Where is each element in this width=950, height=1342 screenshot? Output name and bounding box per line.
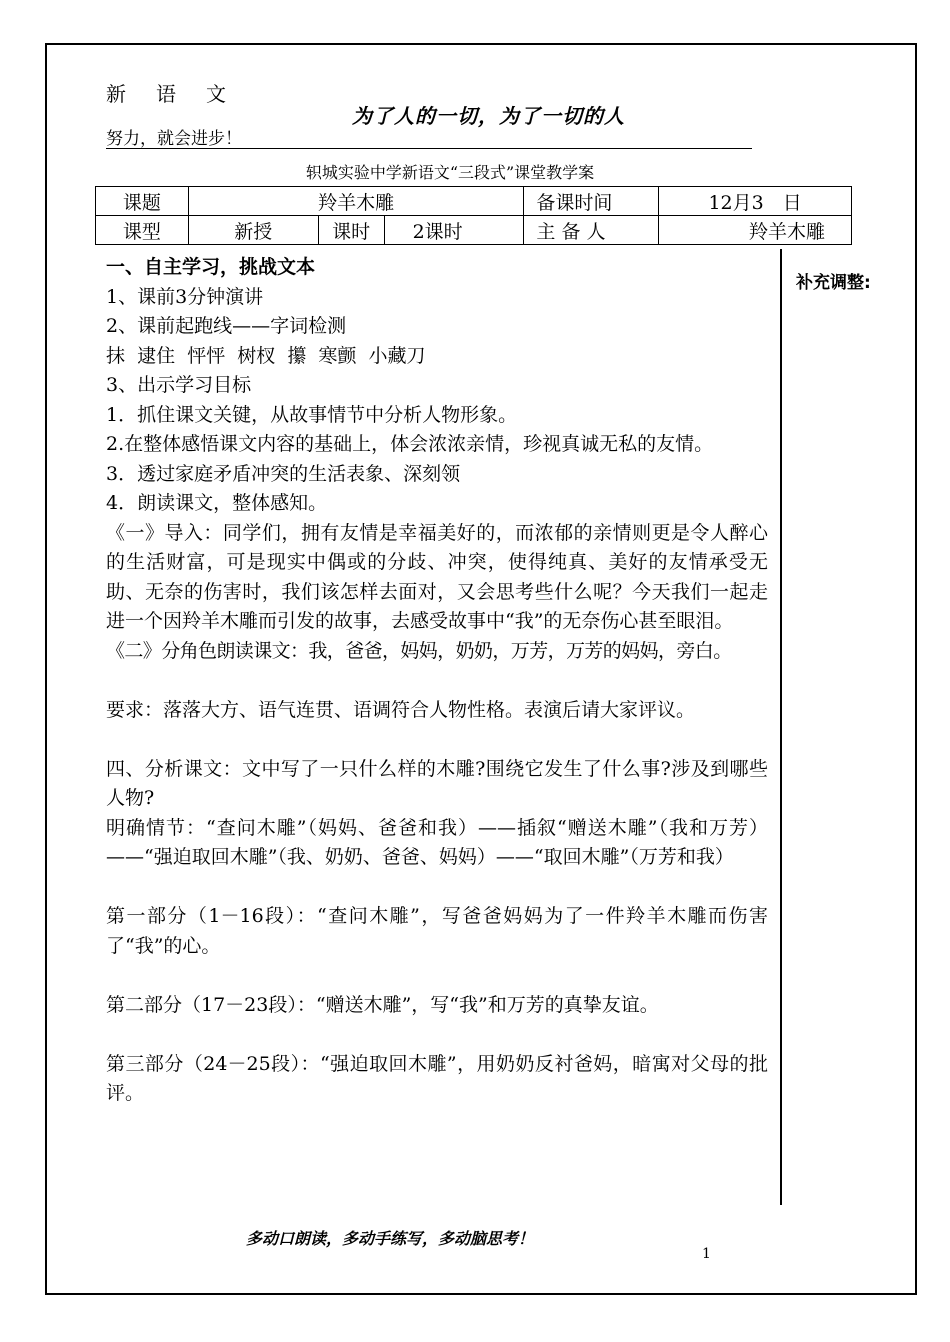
part-paragraph: 第一部分（1－16段）：“查问木雕”，写爸爸妈妈为了一件羚羊木雕而伤害了“我”的心。 [106, 905, 768, 957]
vocab-list: 抹 逮住 怦怦 树杈 攥 寒颤 小藏刀 [106, 344, 426, 367]
page-number: 1 [702, 1246, 711, 1262]
goal-item: 3．透过家庭矛盾冲突的生活表象、深刻领 [106, 462, 461, 485]
table-row [96, 216, 852, 245]
goal-item: 2.在整体感悟课文内容的基础上，体会浓浓亲情，珍视真诚无私的友情。 [106, 433, 714, 455]
period-value: 2课时 [384, 216, 524, 245]
list-item: 1、课前3分钟演讲 [106, 285, 264, 308]
lesson-content [106, 253, 768, 1109]
plot-paragraph: 明确情节：“查问木雕”（妈妈、爸爸和我）——插叙“赠送木雕”（我和万芳）——“强迫取回木雕”（我、奶奶、爸爸、妈妈）——“取回木雕”（万芳和我） [106, 816, 768, 868]
type-label: 课型 [96, 216, 189, 245]
topic-value: 羚羊木雕 [188, 187, 524, 216]
period-label: 课时 [318, 216, 384, 245]
sidebar-divider [780, 249, 782, 1205]
prep-time-label: 备课时间 [524, 187, 659, 216]
sidebar-label: 补充调整: [796, 273, 871, 293]
requirement-paragraph: 要求：落落大方、语气连贯、语调符合人物性格。表演后请大家评议。 [106, 698, 696, 721]
part-paragraph: 第二部分（17－23段）：“赠送木雕”，写“我”和万芳的真挚友谊。 [106, 993, 659, 1016]
lesson-info-table [95, 186, 852, 245]
preparer-label: 主 备 人 [524, 216, 659, 245]
table-row [96, 187, 852, 216]
header-divider [106, 148, 752, 149]
brand-title: 新语文 [106, 82, 256, 106]
topic-label: 课题 [96, 187, 189, 216]
part-paragraph: 第三部分（24－25段）：“强迫取回木雕”，用奶奶反衬爸妈，暗寓对父母的批评。 [106, 1052, 768, 1104]
type-value: 新授 [188, 216, 318, 245]
intro-paragraph: 《一》导入：同学们，拥有友情是幸福美好的，而浓郁的亲情则更是令人醉心的生活财富，可是现实中偶或的分歧、冲突，使得纯真、美好的友情承受无助、无奈的伤害时，我们该怎样去面对，又会思考些什么呢？今天我们一起走进一个因羚羊木雕而引发的故事，去感受故事中“我”的无奈伤心甚至眼泪。 [106, 521, 768, 632]
goal-item: 1．抓住课文关键，从故事情节中分析人物形象。 [106, 403, 518, 426]
footer-slogan: 多动口朗读，多动手练写，多动脑思考！ [246, 1229, 535, 1248]
analysis-paragraph: 四、分析课文：文中写了一只什么样的木雕?围绕它发生了什么事?涉及到哪些人物? [106, 757, 768, 809]
goal-item: 4．朗读课文，整体感知。 [106, 492, 328, 514]
prep-time-value: 12月3 日 [659, 187, 852, 216]
list-item: 2、课前起跑线——字词检测 [106, 315, 347, 337]
list-item: 3、出示学习目标 [106, 374, 252, 396]
section-heading: 一、自主学习，挑战文本 [106, 256, 316, 278]
header-motto: 为了人的一切，为了一切的人 [352, 104, 625, 128]
header-slogan: 努力，就会进步！ [106, 129, 242, 149]
roles-paragraph: 《二》分角色朗读课文：我，爸爸，妈妈，奶奶，万芳，万芳的妈妈，旁白。 [106, 639, 732, 662]
document-title: 轵城实验中学新语文“三段式”课堂教学案 [305, 163, 595, 182]
preparer-value: 羚羊木雕 [659, 216, 852, 245]
